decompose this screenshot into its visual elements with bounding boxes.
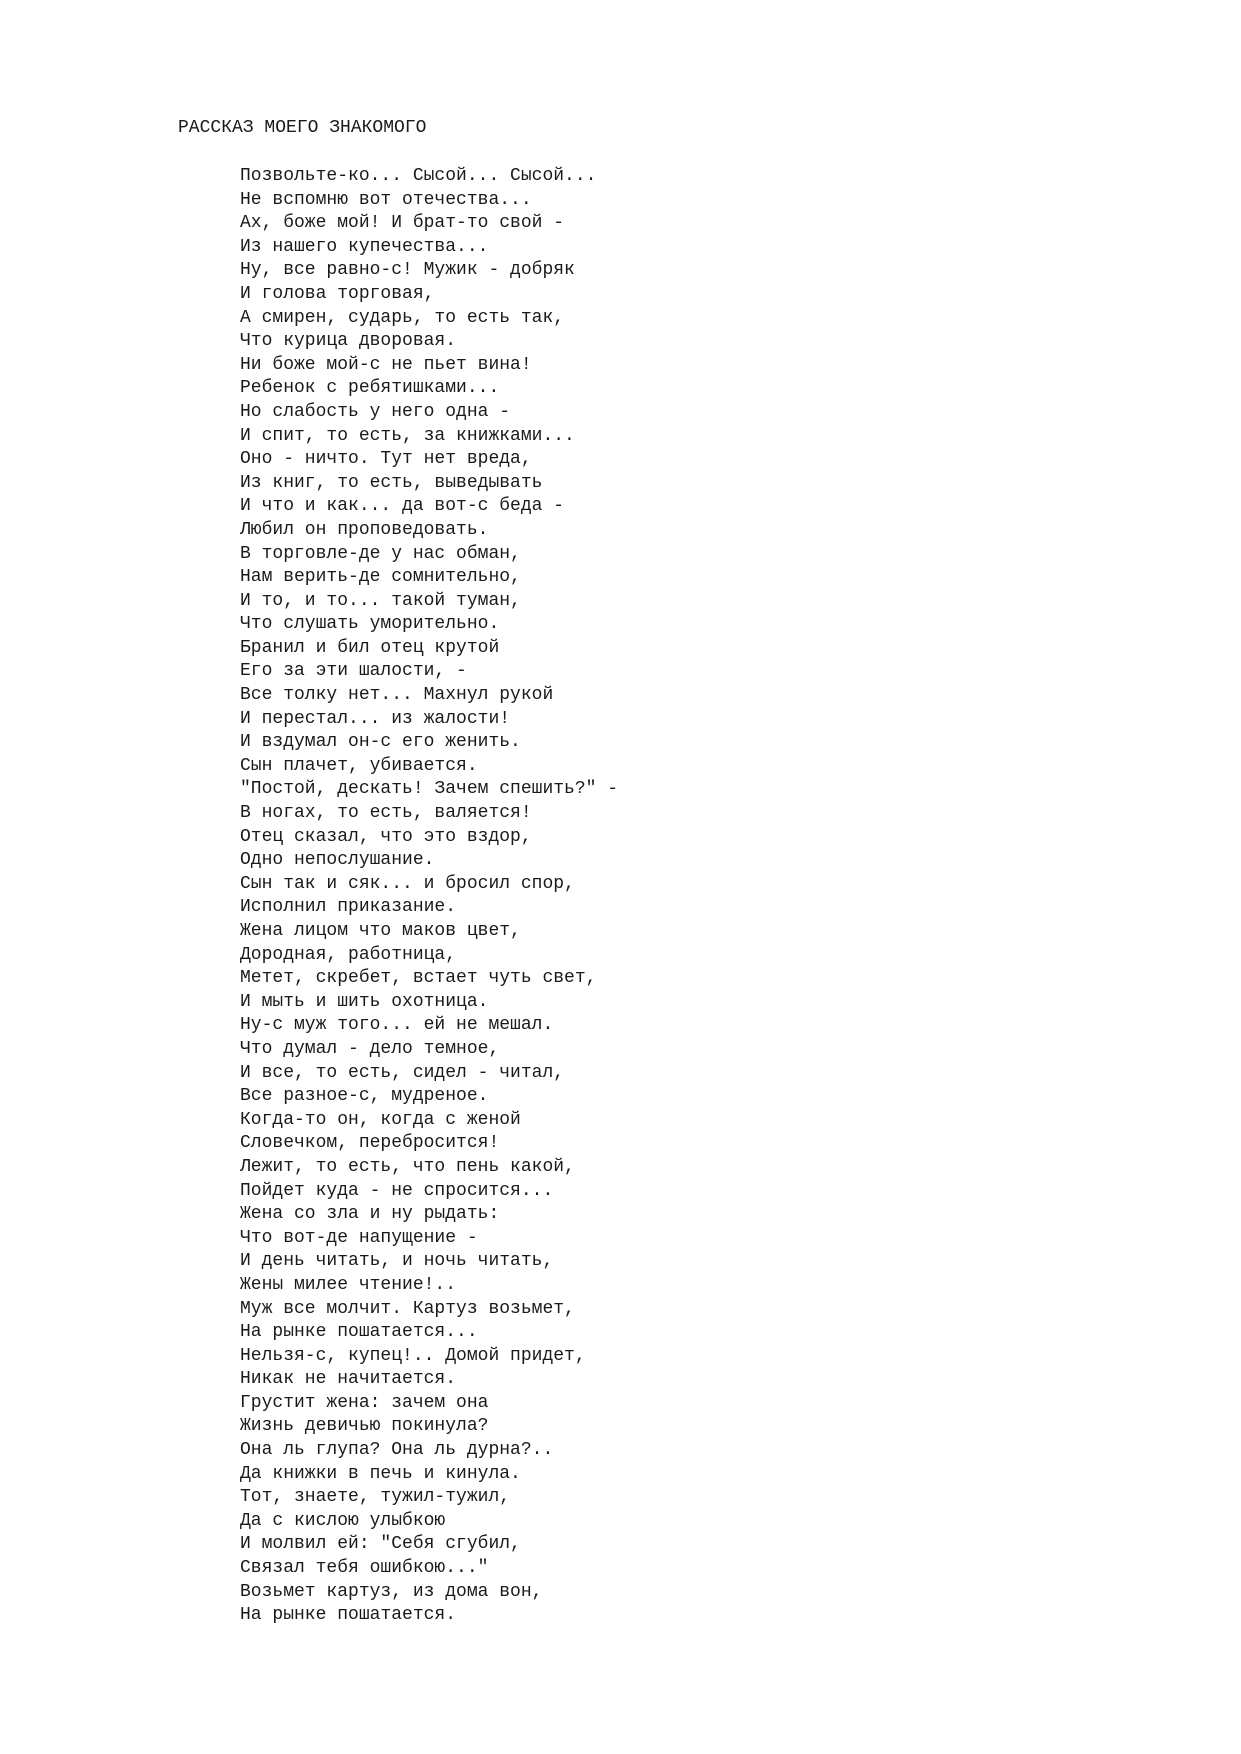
poem-line: Ах, боже мой! И брат-то свой - <box>240 213 565 234</box>
poem-line: Никак не начитается. <box>240 1369 457 1390</box>
poem-line: Связал тебя ошибкою..." <box>240 1558 489 1579</box>
poem-line: И молвил ей: "Себя сгубил, <box>240 1534 521 1555</box>
poem-line: Словечком, перебросится! <box>240 1133 500 1154</box>
poem-line: Любил он проповедовать. <box>240 519 489 540</box>
poem-line: Оно - ничто. Тут нет вреда, <box>240 449 532 470</box>
poem-line: Муж все молчит. Картуз возьмет, <box>240 1298 575 1319</box>
poem-line: Тот, знаете, тужил-тужил, <box>240 1487 511 1508</box>
poem-line: И перестал... из жалости! <box>240 708 511 729</box>
poem-line: Из нашего купечества... <box>240 236 489 257</box>
poem-line: И голова торговая, <box>240 283 435 304</box>
poem-line: И спит, то есть, за книжками... <box>240 425 575 446</box>
poem-line: На рынке пошатается... <box>240 1322 478 1343</box>
poem-line: Да с кислою улыбкою <box>240 1510 446 1531</box>
poem-line: Его за эти шалости, - <box>240 661 467 682</box>
poem-line: Что слушать уморительно. <box>240 614 500 635</box>
poem-line: Пойдет куда - не спросится... <box>240 1180 554 1201</box>
poem-line: И то, и то... такой туман, <box>240 590 521 611</box>
poem-line: И день читать, и ночь читать, <box>240 1251 554 1272</box>
poem-line: Нельзя-с, купец!.. Домой придет, <box>240 1345 586 1366</box>
poem-line: Сын плачет, убивается. <box>240 755 478 776</box>
poem-line: На рынке пошатается. <box>240 1605 457 1626</box>
poem-line: И что и как... да вот-с беда - <box>240 496 565 517</box>
poem-line: Ни боже мой-с не пьет вина! <box>240 354 532 375</box>
poem-line: Метет, скребет, встает чуть свет, <box>240 968 597 989</box>
poem-line: А смирен, сударь, то есть так, <box>240 307 565 328</box>
poem-line: Ребенок с ребятишками... <box>240 378 500 399</box>
poem-line: Все толку нет... Махнул рукой <box>240 685 554 706</box>
poem-line: Ну, все равно-с! Мужик - добряк <box>240 260 575 281</box>
poem-line: Жены милее чтение!.. <box>240 1274 457 1295</box>
poem-line: Позвольте-ко... Сысой... Сысой... <box>240 166 597 186</box>
poem-line: Жизнь девичью покинула? <box>240 1416 489 1437</box>
poem-line: Но слабость у него одна - <box>240 401 511 422</box>
poem-line: Что вот-де напущение - <box>240 1227 478 1248</box>
poem-line: Грустит жена: зачем она <box>240 1392 489 1413</box>
poem-line: И все, то есть, сидел - читал, <box>240 1062 565 1083</box>
poem-line: Исполнил приказание. <box>240 897 457 918</box>
poem-line: Да книжки в печь и кинула. <box>240 1463 521 1484</box>
poem-line: Не вспомню вот отечества... <box>240 189 532 210</box>
poem-line: Что думал - дело темное, <box>240 1038 500 1059</box>
poem-line: Все разное-с, мудреное. <box>240 1086 489 1107</box>
poem-line: Нам верить-де сомнительно, <box>240 567 521 588</box>
poem-line: Она ль глупа? Она ль дурна?.. <box>240 1440 554 1461</box>
poem-line: Когда-то он, когда с женой <box>240 1109 521 1130</box>
poem-line: Жена со зла и ну рыдать: <box>240 1204 500 1225</box>
document-title: РАССКАЗ МОЕГО ЗНАКОМОГО <box>178 118 427 138</box>
poem-line: Лежит, то есть, что пень какой, <box>240 1156 575 1177</box>
poem-line: Ну-с муж того... ей не мешал. <box>240 1015 554 1036</box>
poem-line: Дородная, работница, <box>240 944 457 965</box>
poem-line: И вздумал он-с его женить. <box>240 732 521 753</box>
poem-line: Бранил и бил отец крутой <box>240 637 500 658</box>
poem-line: Одно непослушание. <box>240 850 435 871</box>
poem-line: Сын так и сяк... и бросил спор, <box>240 873 575 894</box>
poem-line: Возьмет картуз, из дома вон, <box>240 1581 543 1602</box>
poem-line: Из книг, то есть, выведывать <box>240 472 543 493</box>
poem-line: "Постой, дескать! Зачем спешить?" - <box>240 779 619 800</box>
poem-text <box>240 165 618 1628</box>
poem-line: Жена лицом что маков цвет, <box>240 921 521 941</box>
poem-line: Что курица дворовая. <box>240 331 457 352</box>
poem-line: В ногах, то есть, валяется! <box>240 803 532 824</box>
poem-line: И мыть и шить охотница. <box>240 991 489 1012</box>
poem-line: Отец сказал, что это вздор, <box>240 826 532 847</box>
poem-line: В торговле-де у нас обман, <box>240 543 521 564</box>
